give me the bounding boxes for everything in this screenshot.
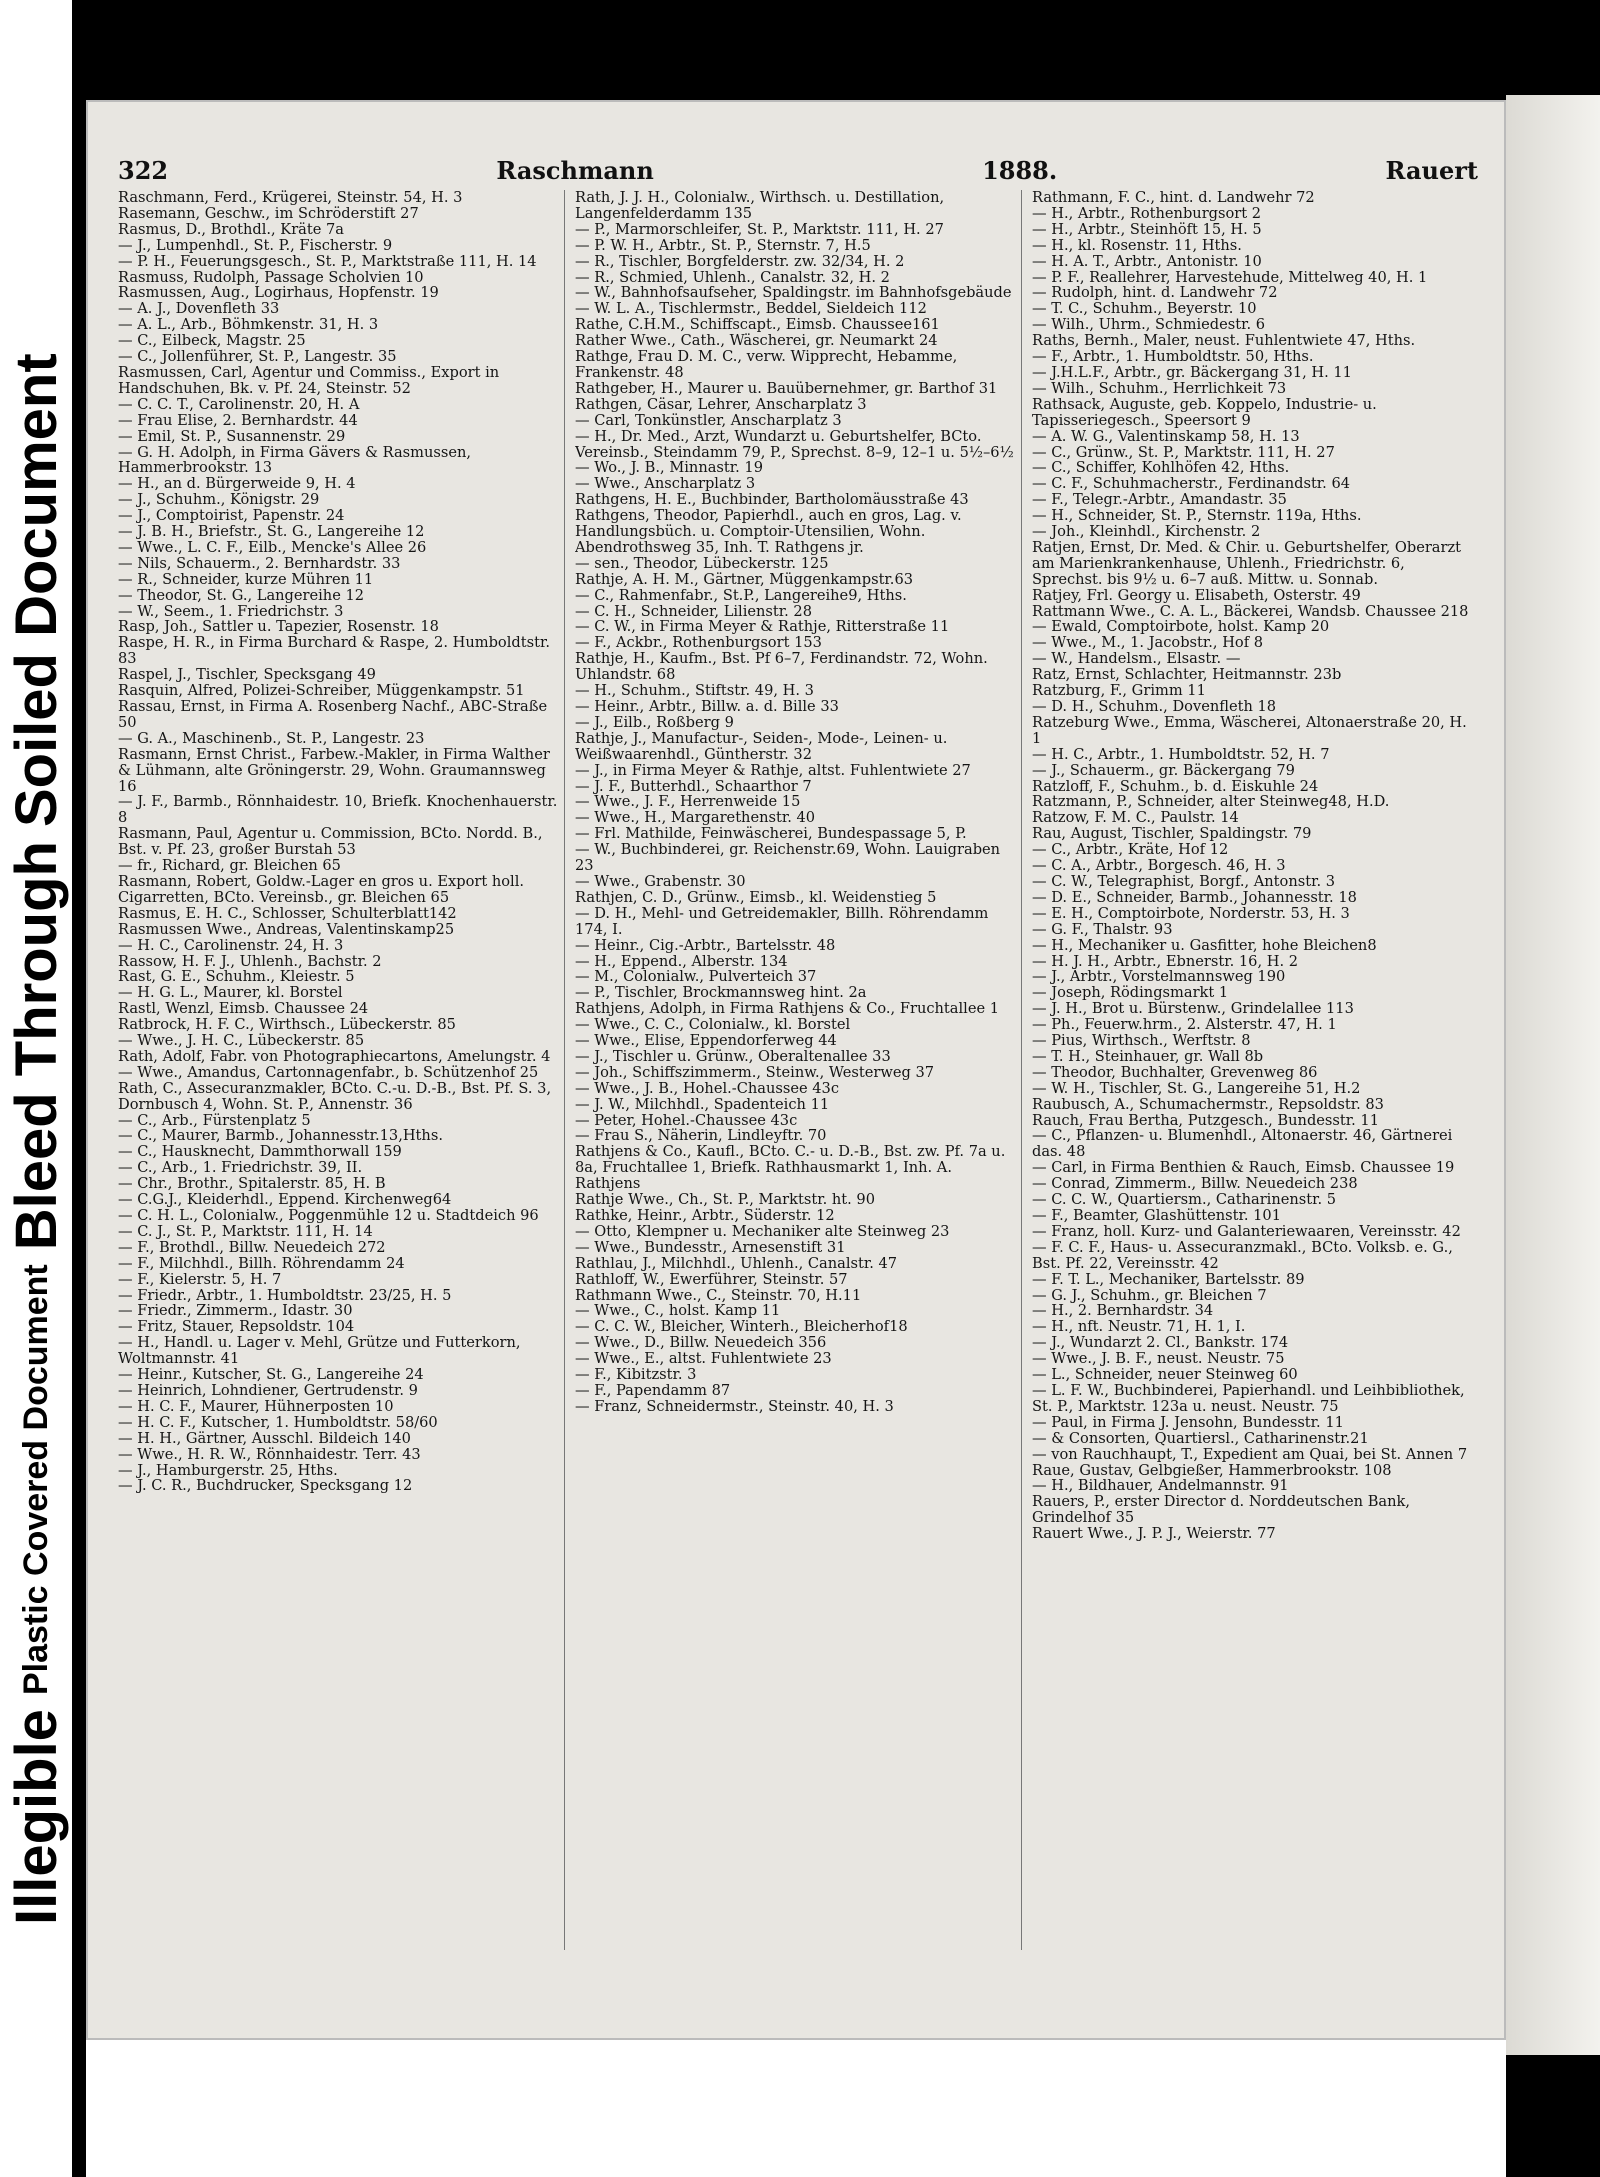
directory-entry: — Ph., Feuerw.hrm., 2. Alsterstr. 47, H. 1 <box>1032 1016 1337 1034</box>
directory-entry: — P., Marmorschleifer, St. P., Marktstr. 111, H. 27 <box>575 220 944 238</box>
directory-entry: — C. C. W., Bleicher, Winterh., Bleicherhof18 <box>575 1318 908 1336</box>
directory-entry: Raspel, J., Tischler, Specksgang 49 <box>118 666 376 684</box>
directory-entry: — A. L., Arb., Böhmkenstr. 31, H. 3 <box>118 316 379 334</box>
directory-entry: — C., Arb., 1. Friedrichstr. 39, II. <box>118 1159 363 1177</box>
directory-entry: — G. H. Adolph, in Firma Gävers & Rasmussen, Hammerbrookstr. 13 <box>118 443 472 477</box>
directory-entry: Rathge, Frau D. M. C., verw. Wipprecht, Hebamme, Frankenstr. 48 <box>575 348 958 381</box>
directory-entry: — J.H.L.F., Arbtr., gr. Bäckergang 31, H. 11 <box>1032 363 1352 381</box>
directory-entry: — F., Ackbr., Rothenburgsort 153 <box>575 634 822 652</box>
directory-entry: Rathgeber, H., Maurer u. Bauübernehmer, gr. Barthof 31 <box>575 379 998 397</box>
directory-entry: Raths, Bernh., Maler, neust. Fuhlentwiete 47, Hths. <box>1032 332 1416 350</box>
directory-entry: — H., 2. Bernhardstr. 34 <box>1032 1302 1214 1320</box>
directory-entry: — Carl, in Firma Benthien & Rauch, Eimsb. Chaussee 19 <box>1032 1159 1455 1177</box>
directory-entry: — W., Buchbinderei, gr. Reichenstr.69, Wohn. Lauigraben 23 <box>575 841 1001 875</box>
directory-entry: — C. C. T., Carolinenstr. 20, H. A <box>118 395 360 413</box>
directory-entry: — H., nft. Neustr. 71, H. 1, I. <box>1032 1318 1246 1336</box>
directory-entry: — F., Arbtr., 1. Humboldtstr. 50, Hths. <box>1032 348 1314 366</box>
directory-entry: — Wwe., Bundesstr., Arnesenstift 31 <box>575 1238 846 1256</box>
directory-entry: — Wwe., D., Billw. Neuedeich 356 <box>575 1334 827 1352</box>
directory-entry: — Nils, Schauerm., 2. Bernhardstr. 33 <box>118 554 401 572</box>
directory-entry: — J., Schuhm., Königstr. 29 <box>118 491 320 509</box>
directory-entry: — A. J., Dovenfleth 33 <box>118 300 280 318</box>
directory-entry: — F. C. F., Haus- u. Assecuranzmakl., BCto. Volksb. e. G., Bst. Pf. 22, Vereinsstr. 42 <box>1032 1238 1453 1272</box>
stamp-bleed-through: Bleed Through <box>3 841 69 1251</box>
directory-entry: Rathke, Heinr., Arbtr., Süderstr. 12 <box>575 1207 835 1224</box>
page-number: 322 <box>118 155 169 185</box>
stamp-soiled: Soiled Document <box>3 353 69 828</box>
directory-entry: Rath, Adolf, Fabr. von Photographiecartons, Amelungstr. 4 <box>118 1047 551 1065</box>
directory-entry: — Theodor, St. G., Langereihe 12 <box>118 586 365 604</box>
directory-entry: — W. H., Tischler, St. G., Langereihe 51, H.2 <box>1032 1079 1361 1097</box>
directory-entry: Rathgen, Cäsar, Lehrer, Anscharplatz 3 <box>575 395 867 413</box>
directory-entry: — W., Bahnhofsaufseher, Spaldingstr. im Bahnhofsgebäude <box>575 284 1012 302</box>
directory-entry: Ratzow, F. M. C., Paulstr. 14 <box>1032 809 1239 827</box>
directory-entry: Raubusch, A., Schumachermstr., Repsoldstr. 83 <box>1032 1095 1384 1113</box>
column-1 <box>118 190 565 1950</box>
directory-entry: Rast, G. E., Schuhm., Kleiestr. 5 <box>118 968 355 986</box>
directory-entry: — H., Schuhm., Stiftstr. 49, H. 3 <box>575 682 814 700</box>
directory-entry: — J. W., Milchhdl., Spadenteich 11 <box>575 1095 830 1113</box>
directory-entry: — D. E., Schneider, Barmb., Johannesstr. 18 <box>1032 888 1357 906</box>
directory-entry: — Wwe., Anscharplatz 3 <box>575 475 756 493</box>
directory-entry: — F., Kielerstr. 5, H. 7 <box>118 1270 282 1288</box>
directory-entry: Rasmus, E. H. C., Schlosser, Schulterblatt142 <box>118 904 457 922</box>
directory-entry: — H. C. F., Maurer, Hühnerposten 10 <box>118 1397 394 1415</box>
directory-entry: — sen., Theodor, Lübeckerstr. 125 <box>575 554 829 572</box>
directory-entry: Rasp, Joh., Sattler u. Tapezier, Rosenstr. 18 <box>118 618 439 636</box>
directory-entry: Rather Wwe., Cath., Wäscherei, gr. Neumarkt 24 <box>575 332 938 350</box>
directory-entry: — C., Jollenführer, St. P., Langestr. 35 <box>118 348 397 366</box>
bottom-margin <box>86 2040 1506 2177</box>
directory-entry: — T. C., Schuhm., Beyerstr. 10 <box>1032 300 1257 318</box>
directory-entry: — H., Eppend., Alberstr. 134 <box>575 952 788 970</box>
directory-entry: — P. W. H., Arbtr., St. P., Sternstr. 7, H.5 <box>575 236 871 254</box>
directory-entry: Rath, J. J. H., Colonialw., Wirthsch. u. Destillation, Langenfelderdamm 135 <box>575 190 945 222</box>
directory-entry: — fr., Richard, gr. Bleichen 65 <box>118 857 341 875</box>
directory-entry: Rassow, H. F. J., Uhlenh., Bachstr. 2 <box>118 952 382 970</box>
directory-entry: — H. H., Gärtner, Ausschl. Bildeich 140 <box>118 1429 411 1447</box>
directory-entry: — H., Arbtr., Steinhöft 15, H. 5 <box>1032 220 1262 238</box>
directory-entry: — Frl. Mathilde, Feinwäscherei, Bundespassage 5, P. <box>575 825 967 843</box>
directory-entry: — Wwe., J. B. F., neust. Neustr. 75 <box>1032 1350 1285 1368</box>
directory-entry: — Friedr., Arbtr., 1. Humboldtstr. 23/25, H. 5 <box>118 1286 452 1304</box>
directory-entry: — H. A. T., Arbtr., Antonistr. 10 <box>1032 252 1262 270</box>
directory-entry: — J. B. H., Briefstr., St. G., Langereihe 12 <box>118 523 425 541</box>
directory-entry: — F., Beamter, Glashüttenstr. 101 <box>1032 1207 1281 1224</box>
directory-entry: — Chr., Brothr., Spitalerstr. 85, H. B <box>118 1175 386 1193</box>
directory-entry: — Wwe., H., Margarethenstr. 40 <box>575 809 816 827</box>
directory-entry: — L. F. W., Buchbinderei, Papierhandl. und Leihbibliothek, St. P., Marktstr. 123a u. neust. Neustr. 75 <box>1032 1381 1465 1415</box>
directory-entry: — Wwe., H. R. W., Rönnhaidestr. Terr. 43 <box>118 1445 421 1463</box>
directory-entry: — H. C., Arbtr., 1. Humboldtstr. 52, H. 7 <box>1032 745 1330 763</box>
directory-entry: — Wilh., Schuhm., Herrlichkeit 73 <box>1032 379 1287 397</box>
directory-entry: — Wwe., J. F., Herrenweide 15 <box>575 793 801 811</box>
directory-entry: — W., Seem., 1. Friedrichstr. 3 <box>118 602 344 620</box>
directory-entry: Rau, August, Tischler, Spaldingstr. 79 <box>1032 825 1312 843</box>
directory-entry: Ratz, Ernst, Schlachter, Heitmannstr. 23b <box>1032 666 1342 684</box>
directory-entry: — F., Papendamm 87 <box>575 1381 731 1399</box>
directory-entry: — Wwe., Amandus, Cartonnagenfabr., b. Schützenhof 25 <box>118 1063 539 1081</box>
directory-entry: — C. W., in Firma Meyer & Rathje, Ritterstraße 11 <box>575 618 950 636</box>
directory-entry: Rathsack, Auguste, geb. Koppelo, Industrie- u. Tapisseriegesch., Speersort 9 <box>1032 395 1377 429</box>
directory-entry: Rauert Wwe., J. P. J., Weierstr. 77 <box>1032 1525 1276 1543</box>
directory-entry: Ratjey, Frl. Georgy u. Elisabeth, Osterstr. 49 <box>1032 586 1361 604</box>
directory-entry: Rathlau, J., Milchhdl., Uhlenh., Canalstr. 47 <box>575 1254 898 1272</box>
directory-entry: — & Consorten, Quartiersl., Catharinenstr.21 <box>1032 1429 1369 1447</box>
directory-entry: Rastl, Wenzl, Eimsb. Chaussee 24 <box>118 1000 369 1018</box>
directory-entry: — G. A., Maschinenb., St. P., Langestr. 23 <box>118 729 425 747</box>
directory-entry: — J. C. R., Buchdrucker, Specksgang 12 <box>118 1477 413 1495</box>
directory-entry: Rasmussen, Carl, Agentur und Commiss., Export in Handschuhen, Bk. v. Pf. 24, Steinstr. 52 <box>118 363 500 397</box>
directory-entry: Rasmussen Wwe., Andreas, Valentinskamp25 <box>118 920 455 938</box>
directory-entry: — P., Tischler, Brockmannsweg hint. 2a <box>575 984 867 1002</box>
directory-entry: Rathgens, Theodor, Papierhdl., auch en gros, Lag. v. Handlungsbüch. u. Comptoir-Utensilien, Wohn. Abendrothsweg 35, Inh. T. Rathgens jr. <box>575 507 962 556</box>
directory-entry: — Joseph, Rödingsmarkt 1 <box>1032 984 1229 1002</box>
directory-entry: — P. F., Reallehrer, Harvestehude, Mittelweg 40, H. 1 <box>1032 268 1428 286</box>
column-2 <box>575 190 1022 1950</box>
directory-entry: — J., Schauerm., gr. Bäckergang 79 <box>1032 761 1295 779</box>
directory-entry: Rasquin, Alfred, Polizei-Schreiber, Müggenkampstr. 51 <box>118 682 525 700</box>
directory-entry: — C.G.J., Kleiderhdl., Eppend. Kirchenweg64 <box>118 1191 452 1209</box>
directory-entry: — Wwe., J. B., Hohel.-Chaussee 43c <box>575 1079 839 1097</box>
directory-entry: — T. H., Steinhauer, gr. Wall 8b <box>1032 1047 1264 1065</box>
directory-entry: — H. G. L., Maurer, kl. Borstel <box>118 984 343 1002</box>
header-year: 1888. <box>982 155 1058 185</box>
directory-entry: — Wwe., C., holst. Kamp 11 <box>575 1302 781 1320</box>
directory-entry: Rathje, A. H. M., Gärtner, Müggenkampstr.63 <box>575 570 914 588</box>
directory-entry: Rathjens, Adolph, in Firma Rathjens & Co., Fruchtallee 1 <box>575 1000 1000 1018</box>
directory-entry: — G. F., Thalstr. 93 <box>1032 920 1173 938</box>
directory-entry: — H., Dr. Med., Arzt, Wundarzt u. Geburtshelfer, BCto. Vereinsb., Steindamm 79, P., Sprechst. 8–9, 12–1 u. 5½–6½ <box>575 427 1014 461</box>
directory-entry: — H., an d. Bürgerweide 9, H. 4 <box>118 475 356 493</box>
directory-entry: — E. H., Comptoirbote, Norderstr. 53, H. 3 <box>1032 904 1350 922</box>
directory-entry: — Rudolph, hint. d. Landwehr 72 <box>1032 284 1278 302</box>
directory-entry: — D. H., Schuhm., Dovenfleth 18 <box>1032 698 1277 715</box>
directory-entry: — H., Mechaniker u. Gasfitter, hohe Bleichen8 <box>1032 936 1377 954</box>
directory-entry: — Peter, Hohel.-Chaussee 43c <box>575 1111 798 1129</box>
directory-entry: Rassau, Ernst, in Firma A. Rosenberg Nachf., ABC-Straße 50 <box>118 698 548 731</box>
directory-entry: — C., Eilbeck, Magstr. 25 <box>118 332 306 350</box>
directory-entry: Rathjens & Co., Kaufl., BCto. C.- u. D.-B., Bst. zw. Pf. 7a u. 8a, Fruchtallee 1, Briefk. Rathhausmarkt 1, Inh. A. Rathjens <box>575 1143 1006 1193</box>
directory-entry: — Wwe., M., 1. Jacobstr., Hof 8 <box>1032 634 1264 652</box>
directory-entry: — C., Grünw., St. P., Marktstr. 111, H. 27 <box>1032 443 1335 461</box>
directory-entry: — G. J., Schuhm., gr. Bleichen 7 <box>1032 1286 1267 1304</box>
directory-entry: Rath, C., Assecuranzmakler, BCto. C.-u. D.-B., Bst. Pf. S. 3, Dornbusch 4, Wohn. St. P., Annenstr. 36 <box>118 1079 552 1113</box>
directory-entry: — Joh., Kleinhdl., Kirchenstr. 2 <box>1032 523 1261 541</box>
directory-entry: — J., Wundarzt 2. Cl., Bankstr. 174 <box>1032 1334 1289 1352</box>
directory-entry: — C. F., Schuhmacherstr., Ferdinandstr. 64 <box>1032 475 1351 493</box>
directory-entry: — J., Comptoirist, Papenstr. 24 <box>118 507 345 525</box>
directory-entry: — C. H. L., Colonialw., Poggenmühle 12 u. Stadtdeich 96 <box>118 1207 539 1224</box>
directory-entry: — Theodor, Buchhalter, Grevenweg 86 <box>1032 1063 1318 1081</box>
directory-entry: — H., kl. Rosenstr. 11, Hths. <box>1032 236 1242 254</box>
directory-entry: — Fritz, Stauer, Repsoldstr. 104 <box>118 1318 355 1336</box>
directory-entry: — W., Handelsm., Elsastr. — <box>1032 650 1241 668</box>
directory-entry: — Heinrich, Lohndiener, Gertrudenstr. 9 <box>118 1381 418 1399</box>
directory-entry: — J. F., Barmb., Rönnhaidestr. 10, Briefk. Knochenhauerstr. 8 <box>118 793 558 827</box>
directory-entry: Rathje, J., Manufactur-, Seiden-, Mode-, Leinen- u. Weißwaarenhdl., Güntherstr. 32 <box>575 729 948 763</box>
directory-entry: Rathjen, C. D., Grünw., Eimsb., kl. Weidenstieg 5 <box>575 888 937 906</box>
header-right-word: Rauert <box>1385 155 1478 185</box>
directory-entry: — H., Handl. u. Lager v. Mehl, Grütze und Futterkorn, Woltmannstr. 41 <box>118 1334 521 1368</box>
directory-entry: — J., Lumpenhdl., St. P., Fischerstr. 9 <box>118 236 393 254</box>
directory-entry: — D. H., Mehl- und Getreidemakler, Billh. Röhrendamm 174, I. <box>575 904 989 938</box>
directory-entry: Rathmann Wwe., C., Steinstr. 70, H.11 <box>575 1286 862 1304</box>
directory-entry: — F. T. L., Mechaniker, Bartelsstr. 89 <box>1032 1270 1305 1288</box>
directory-entry: — Wwe., Grabenstr. 30 <box>575 872 746 890</box>
directory-entry: Ratzmann, P., Schneider, alter Steinweg48, H.D. <box>1032 793 1390 811</box>
directory-entry: — C., Arb., Fürstenplatz 5 <box>118 1111 311 1129</box>
directory-entry: — H., Schneider, St. P., Sternstr. 119a, Hths. <box>1032 507 1362 525</box>
directory-entry: — Wwe., Elise, Eppendorferweg 44 <box>575 1032 837 1050</box>
directory-entry: — F., Milchhdl., Billh. Röhrendamm 24 <box>118 1254 405 1272</box>
page-header <box>118 150 1478 190</box>
directory-entry: Rathje Wwe., Ch., St. P., Marktstr. ht. 90 <box>575 1191 875 1209</box>
directory-entry: — J., Arbtr., Vorstelmannsweg 190 <box>1032 968 1286 986</box>
directory-entry: — Conrad, Zimmerm., Billw. Neuedeich 238 <box>1032 1175 1358 1193</box>
directory-entry: Rathgens, H. E., Buchbinder, Bartholomäusstraße 43 <box>575 491 969 509</box>
directory-entry: — M., Colonialw., Pulverteich 37 <box>575 968 817 986</box>
directory-columns <box>118 190 1478 1950</box>
directory-entry: — Wilh., Uhrm., Schmiedestr. 6 <box>1032 316 1266 334</box>
directory-entry: — R., Schmied, Uhlenh., Canalstr. 32, H. 2 <box>575 268 890 286</box>
directory-entry: — Wwe., E., altst. Fuhlentwiete 23 <box>575 1350 832 1368</box>
directory-entry: Rattmann Wwe., C. A. L., Bäckerei, Wandsb. Chaussee 218 <box>1032 602 1469 620</box>
directory-entry: — Heinr., Cig.-Arbtr., Bartelsstr. 48 <box>575 936 836 954</box>
directory-entry: — Joh., Schiffszimmerm., Steinw., Westerweg 37 <box>575 1063 935 1081</box>
directory-entry: — Wwe., J. H. C., Lübeckerstr. 85 <box>118 1032 365 1050</box>
directory-entry: — Wwe., C. C., Colonialw., kl. Borstel <box>575 1016 851 1034</box>
directory-entry: — Heinr., Arbtr., Billw. a. d. Bille 33 <box>575 698 839 715</box>
directory-entry: — C., Pflanzen- u. Blumenhdl., Altonaerstr. 46, Gärtnerei das. 48 <box>1032 1127 1453 1161</box>
directory-entry: — R., Tischler, Borgfelderstr. zw. 32/34, H. 2 <box>575 252 905 270</box>
header-left-word: Raschmann <box>496 155 654 185</box>
directory-entry: — F., Telegr.-Arbtr., Amandastr. 35 <box>1032 491 1287 509</box>
directory-entry: Rathje, H., Kaufm., Bst. Pf 6–7, Ferdinandstr. 72, Wohn. Uhlandstr. 68 <box>575 650 988 684</box>
directory-entry: — C. H., Schneider, Lilienstr. 28 <box>575 602 813 620</box>
directory-entry: — Pius, Wirthsch., Werftstr. 8 <box>1032 1032 1251 1050</box>
directory-entry: — J., Hamburgerstr. 25, Hths. <box>118 1461 338 1479</box>
directory-entry: Ratzloff, F., Schuhm., b. d. Eiskuhle 24 <box>1032 777 1319 795</box>
directory-entry: — H. C. F., Kutscher, 1. Humboldtstr. 58/60 <box>118 1413 438 1431</box>
directory-entry: — Carl, Tonkünstler, Anscharplatz 3 <box>575 411 842 429</box>
directory-entry: Rathmann, F. C., hint. d. Landwehr 72 <box>1032 190 1315 206</box>
directory-entry: Raue, Gustav, Gelbgießer, Hammerbrookstr. 108 <box>1032 1461 1392 1479</box>
directory-entry: — P. H., Feuerungsgesch., St. P., Marktstraße 111, H. 14 <box>118 252 537 270</box>
directory-entry: — Frau Elise, 2. Bernhardstr. 44 <box>118 411 358 429</box>
directory-entry: — F., Brothdl., Billw. Neuedeich 272 <box>118 1238 386 1256</box>
directory-entry: — H. J. H., Arbtr., Ebnerstr. 16, H. 2 <box>1032 952 1299 970</box>
directory-entry: — Franz, Schneidermstr., Steinstr. 40, H. 3 <box>575 1397 894 1415</box>
directory-entry: — Wwe., L. C. F., Eilb., Mencke's Allee 26 <box>118 538 427 556</box>
directory-entry: Rasmussen, Aug., Logirhaus, Hopfenstr. 19 <box>118 284 439 302</box>
directory-entry: Ratjen, Ernst, Dr. Med. & Chir. u. Geburtshelfer, Oberarzt am Marienkrankenhause, Uhlenh., Friedrichstr. 6, Sprechst. bis 9½ u. 6–7 auß. Mittw. u. Sonnab. <box>1032 538 1462 588</box>
directory-entry: — Wo., J. B., Minnastr. 19 <box>575 459 764 477</box>
stamp-plastic-covered: Plastic Covered Document <box>16 1264 55 1696</box>
directory-entry: Rathloff, W., Ewerführer, Steinstr. 57 <box>575 1270 848 1288</box>
directory-entry: — J., Eilb., Roßberg 9 <box>575 713 734 731</box>
directory-entry: — H. C., Carolinenstr. 24, H. 3 <box>118 936 344 954</box>
directory-entry: — C. J., St. P., Marktstr. 111, H. 14 <box>118 1222 373 1240</box>
directory-entry: Rasmann, Robert, Goldw.-Lager en gros u. Export holl. Cigarretten, BCto. Vereinsb., gr. Bleichen 65 <box>118 872 525 906</box>
directory-entry: — C., Hausknecht, Dammthorwall 159 <box>118 1143 402 1161</box>
directory-entry: — C., Arbtr., Kräte, Hof 12 <box>1032 841 1229 859</box>
directory-entry: — J. H., Brot u. Bürstenw., Grindelallee 113 <box>1032 1000 1354 1018</box>
directory-entry: — W. L. A., Tischlermstr., Beddel, Sieldeich 112 <box>575 300 927 318</box>
stamp-illegible: Illegible <box>3 1709 69 1925</box>
directory-entry: — C., Rahmenfabr., St.P., Langereihe9, Hths. <box>575 586 907 604</box>
directory-entry: Raspe, H. R., in Firma Burchard & Raspe, 2. Humboldtstr. 83 <box>118 634 550 668</box>
directory-entry: Rasemann, Geschw., im Schröderstift 27 <box>118 204 419 222</box>
directory-entry: Rauch, Frau Bertha, Putzgesch., Bundesstr. 11 <box>1032 1111 1379 1129</box>
directory-entry: — R., Schneider, kurze Mühren 11 <box>118 570 374 588</box>
directory-entry: — F., Kibitzstr. 3 <box>575 1366 697 1384</box>
directory-entry: — Friedr., Zimmerm., Idastr. 30 <box>118 1302 353 1320</box>
facing-page-edge <box>1506 95 1600 2055</box>
directory-entry: Ratzeburg Wwe., Emma, Wäscherei, Altonaerstraße 20, H. 1 <box>1032 713 1467 747</box>
directory-entry: — H., Bildhauer, Andelmannstr. 91 <box>1032 1477 1289 1495</box>
condition-stamp <box>0 0 72 1925</box>
directory-entry: — A. W. G., Valentinskamp 58, H. 13 <box>1032 427 1300 445</box>
directory-entry: Rasmann, Paul, Agentur u. Commission, BCto. Nordd. B., Bst. v. Pf. 23, großer Burstah 53 <box>118 825 543 859</box>
directory-entry: — von Rauchhaupt, T., Expedient am Quai, bei St. Annen 7 <box>1032 1445 1468 1463</box>
scanner-margin-stamp <box>0 0 72 2177</box>
directory-entry: Rathe, C.H.M., Schiffscapt., Eimsb. Chaussee161 <box>575 316 940 334</box>
directory-entry: — L., Schneider, neuer Steinweg 60 <box>1032 1366 1298 1384</box>
directory-entry: — J. F., Butterhdl., Schaarthor 7 <box>575 777 812 795</box>
directory-entry: — Otto, Klempner u. Mechaniker alte Steinweg 23 <box>575 1222 950 1240</box>
directory-entry: — J., Tischler u. Grünw., Oberaltenallee 33 <box>575 1047 891 1065</box>
directory-entry: — Frau S., Näherin, Lindleyftr. 70 <box>575 1127 827 1145</box>
directory-entry: — J., in Firma Meyer & Rathje, altst. Fuhlentwiete 27 <box>575 761 971 779</box>
directory-entry: Rauers, P., erster Director d. Norddeutschen Bank, Grindelhof 35 <box>1032 1493 1410 1527</box>
directory-entry: — H., Arbtr., Rothenburgsort 2 <box>1032 204 1262 222</box>
directory-entry: Rasmann, Ernst Christ., Farbew.-Makler, in Firma Walther & Lühmann, alte Gröningerstr. 29, Wohn. Graumannsweg 16 <box>118 745 550 795</box>
column-3 <box>1032 190 1478 1950</box>
directory-entry: — Franz, holl. Kurz- und Galanteriewaaren, Vereinsstr. 42 <box>1032 1222 1461 1240</box>
directory-entry: Rasmus, D., Brothdl., Kräte 7a <box>118 220 344 238</box>
directory-entry: — Emil, St. P., Susannenstr. 29 <box>118 427 346 445</box>
directory-entry: — C. C. W., Quartiersm., Catharinenstr. 5 <box>1032 1191 1337 1209</box>
directory-entry: Ratzburg, F., Grimm 11 <box>1032 682 1206 700</box>
directory-entry: — Paul, in Firma J. Jensohn, Bundesstr. 11 <box>1032 1413 1344 1431</box>
directory-entry: Raschmann, Ferd., Krügerei, Steinstr. 54, H. 3 <box>118 190 463 206</box>
directory-entry: — Heinr., Kutscher, St. G., Langereihe 24 <box>118 1366 424 1384</box>
directory-entry: Rasmuss, Rudolph, Passage Scholvien 10 <box>118 268 424 286</box>
directory-entry: — C., Schiffer, Kohlhöfen 42, Hths. <box>1032 459 1290 477</box>
directory-entry: — C. A., Arbtr., Borgesch. 46, H. 3 <box>1032 857 1286 875</box>
directory-entry: — C., Maurer, Barmb., Johannesstr.13,Hths. <box>118 1127 443 1145</box>
directory-entry: — Ewald, Comptoirbote, holst. Kamp 20 <box>1032 618 1330 636</box>
directory-entry: Ratbrock, H. F. C., Wirthsch., Lübeckerstr. 85 <box>118 1016 456 1034</box>
directory-entry: — C. W., Telegraphist, Borgf., Antonstr. 3 <box>1032 872 1336 890</box>
